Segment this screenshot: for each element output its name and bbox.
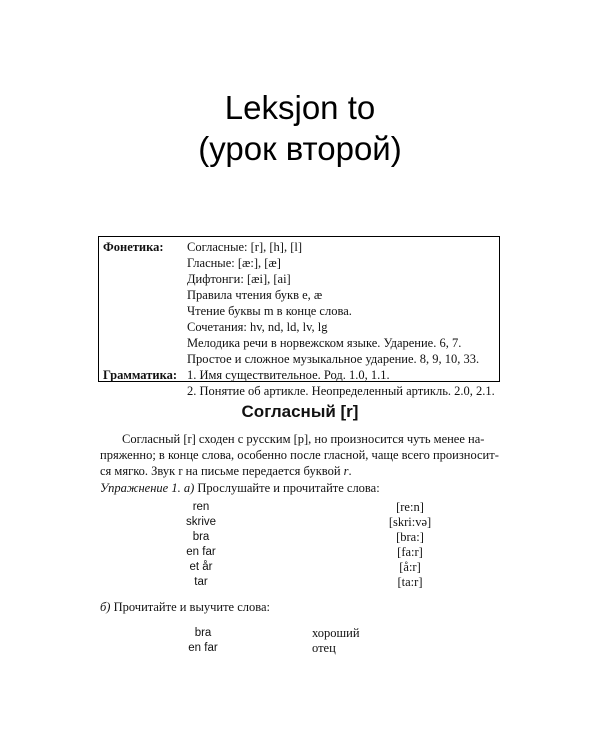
- lesson-topics-box: [98, 236, 500, 398]
- word-transcription: [å:r]: [399, 560, 421, 574]
- phonetics-item: Согласные: [r], [h], [l]: [187, 240, 303, 254]
- section-paragraph: [100, 431, 500, 479]
- exercise-instruction: Прослушайте и прочитайте слова:: [194, 481, 380, 495]
- exercise-instruction: Прочитайте и выучите слова:: [110, 600, 271, 614]
- paragraph-line: Согласный [r] сходен с русским [р], но произносится чуть менее на-: [122, 432, 485, 446]
- grammar-label: Грамматика:: [103, 368, 178, 382]
- vocab-translation: отец: [312, 641, 336, 655]
- paragraph-line-text: ся мягко. Звук r на письме передается буквой: [100, 464, 344, 478]
- word-transcription: [fa:r]: [397, 545, 423, 559]
- exercise-part-label: б): [100, 600, 111, 614]
- phonetics-item: Чтение буквы m в конце слова.: [187, 304, 352, 318]
- word-entry: et år: [189, 561, 213, 573]
- phonetics-item: Сочетания: hv, nd, ld, lv, lg: [187, 320, 328, 334]
- lesson-subtitle: (урок второй): [198, 130, 402, 167]
- grammar-item: 2. Понятие об артикле. Неопределенный артикль. 2.0, 2.1.: [187, 384, 495, 398]
- word-transcription: [ta:r]: [397, 575, 423, 589]
- grammar-item: 1. Имя существительное. Род. 1.0, 1.1.: [187, 368, 390, 382]
- section-heading: Согласный [r]: [241, 402, 359, 421]
- word-entry: ren: [192, 501, 210, 513]
- phonetics-item: Гласные: [æ:], [æ]: [187, 256, 281, 270]
- vocab-word: en far: [188, 642, 218, 654]
- vocab-word: bra: [194, 627, 212, 639]
- paragraph-line: [100, 463, 500, 479]
- lesson-title: Leksjon to: [224, 89, 376, 126]
- word-transcription: [re:n]: [396, 500, 424, 514]
- word-entry: skrive: [185, 516, 217, 528]
- word-transcription: [bra:]: [396, 530, 424, 544]
- word-entry: en far: [186, 546, 216, 558]
- phonetics-item: Простое и сложное музыкальное ударение. 8, 9, 10, 33.: [187, 352, 480, 366]
- phonetics-item: Мелодика речи в норвежском языке. Ударение. 6, 7.: [187, 336, 462, 350]
- exercise-1a-heading: [100, 481, 380, 495]
- phonetics-item: Дифтонги: [æi], [ai]: [187, 272, 291, 286]
- exercise-part-label: а): [183, 481, 195, 495]
- paragraph-line: пряженно; в конце слова, особенно после гласной, чаще всего произносит-: [100, 448, 499, 462]
- exercise-1b-heading: [100, 600, 270, 614]
- word-entry: tar: [194, 576, 208, 588]
- exercise-label: Упражнение 1.: [100, 481, 181, 495]
- vocab-translation: хороший: [312, 626, 360, 640]
- phonetics-item: Правила чтения букв e, æ: [187, 288, 323, 302]
- paragraph-end: .: [348, 464, 352, 478]
- paragraph-letter: r: [343, 464, 349, 478]
- phonetics-label: Фонетика:: [103, 240, 164, 254]
- word-transcription: [skri:və]: [388, 515, 432, 529]
- word-entry: bra: [192, 531, 210, 543]
